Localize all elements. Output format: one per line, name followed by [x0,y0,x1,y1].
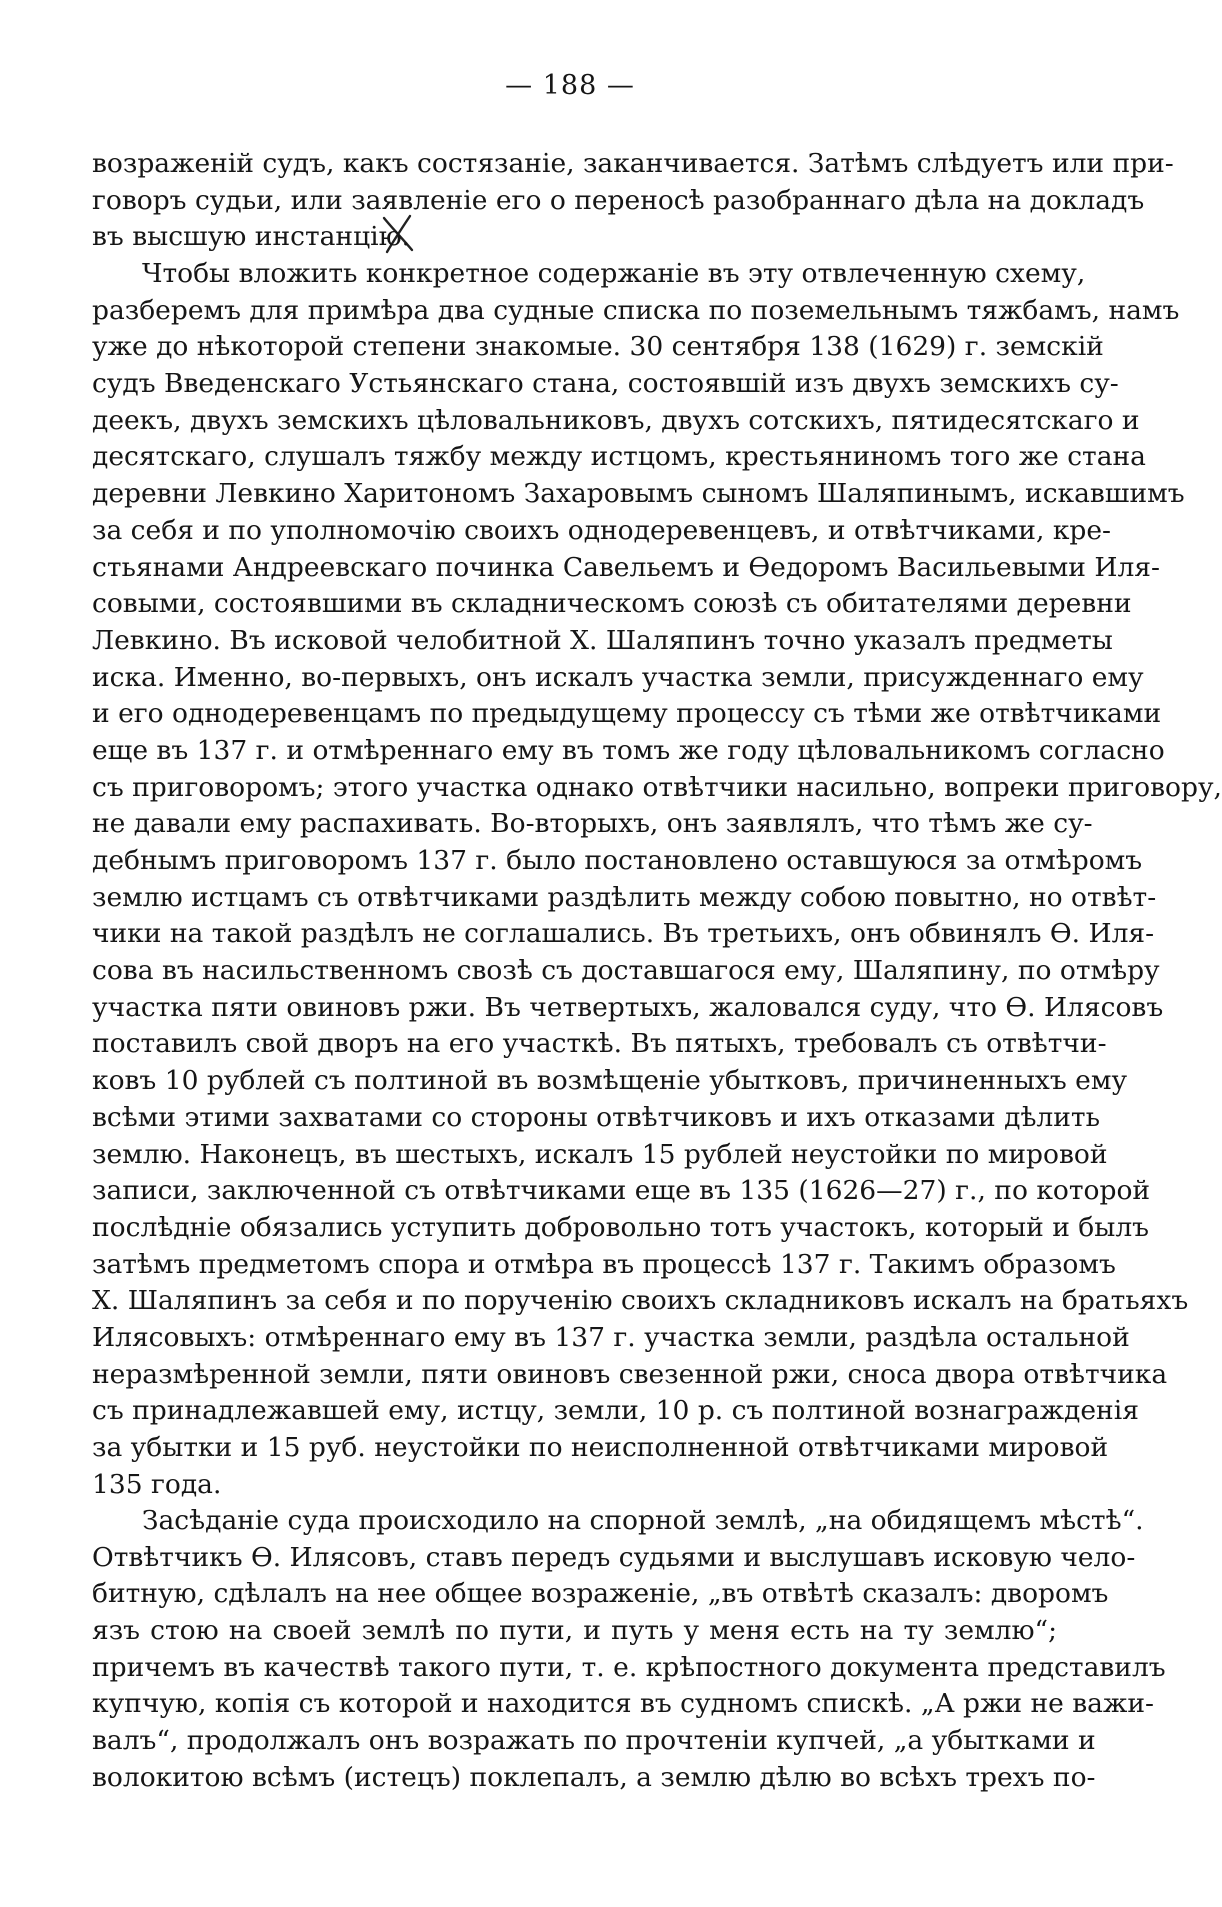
text-line: совыми, состоявшими въ складническомъ союзѣ съ обитателями деревни [92,588,1132,620]
text-line: 135 года. [92,1468,222,1500]
text-line: землю. Наконецъ, въ шестыхъ, искалъ 15 рублей неустойки по мировой [92,1138,1108,1170]
text-line: неразмѣренной земли, пяти овиновъ свезенной ржи, сноса двора отвѣтчика [92,1358,1168,1390]
text-line: стьянами Андреевскаго починка Савельемъ и Ѳедоромъ Васильевыми Иля- [92,551,1160,583]
text-line: затѣмъ предметомъ спора и отмѣра въ процессѣ 137 г. Такимъ образомъ [92,1248,1116,1280]
paragraph-continuation [92,146,1174,256]
text-line: иска. Именно, во-первыхъ, онъ искалъ участка земли, присужденнаго ему [92,661,1144,693]
text-line: землю истцамъ съ отвѣтчиками раздѣлить между собою повытно, но отвѣт- [92,881,1157,913]
text-line: сова въ насильственномъ свозѣ съ доставшагося ему, Шаляпину, по отмѣру [92,955,1160,987]
text-line: говоръ судьи, или заявленіе его о переносѣ разобраннаго дѣла на докладъ [92,184,1145,216]
text-line: еще въ 137 г. и отмѣреннаго ему въ томъ же году цѣловальникомъ согласно [92,734,1165,766]
text-line: участка пяти овиновъ ржи. Въ четвертыхъ, жаловался суду, что Ѳ. Илясовъ [92,991,1164,1023]
text-line: уже до нѣкоторой степени знакомые. 30 сентября 138 (1629) г. земскій [92,331,1104,363]
text-line: купчую, копія съ которой и находится въ судномъ спискѣ. „А ржи не важи- [92,1688,1154,1720]
text-line: записи, заключенной съ отвѣтчиками еще въ 135 (1626—27) г., по которой [92,1175,1151,1207]
text-line: деекъ, двухъ земскихъ цѣловальниковъ, двухъ сотскихъ, пятидесятскаго и [92,404,1140,436]
text-line: причемъ въ качествѣ такого пути, т. е. крѣпостного документа представилъ [92,1651,1166,1683]
text-line: чики на такой раздѣлъ не соглашались. Въ третьихъ, онъ обвинялъ Ѳ. Иля- [92,918,1155,950]
text-line: съ принадлежавшей ему, истцу, земли, 10 р. съ полтиной вознагражденія [92,1395,1139,1427]
text-line: возраженій судъ, какъ состязаніе, заканчивается. Затѣмъ слѣдуетъ или при- [92,148,1174,179]
text-line: послѣдніе обязались уступить добровольно тотъ участокъ, который и былъ [92,1211,1150,1243]
text-line: за себя и по уполномочію своихъ однодеревенцевъ, и отвѣтчиками, кре- [92,514,1111,546]
text-line: язъ стою на своей землѣ по пути, и путь у меня есть на ту землю“; [92,1615,1057,1647]
paragraph-court-session [92,1503,1166,1797]
text-line: не давали ему распахивать. Во-вторыхъ, онъ заявлялъ, что тѣмъ же су- [92,808,1093,840]
text-line: Илясовыхъ: отмѣреннаго ему въ 137 г. участка земли, раздѣла остальной [92,1321,1130,1353]
text-line: Чтобы вложить конкретное содержаніе въ эту отвлеченную схему, [142,258,1086,289]
paragraph-example-case [92,256,1222,1503]
text-line: дебнымъ приговоромъ 137 г. было постановлено оставшуюся за отмѣромъ [92,845,1143,876]
text-line: за убытки и 15 руб. неустойки по неисполненной отвѣтчиками мировой [92,1432,1109,1463]
page-number: — 188 — [505,70,635,101]
text-line: деревни Левкино Харитономъ Захаровымъ сыномъ Шаляпинымъ, искавшимъ [92,478,1185,510]
text-line: въ высшую инстанцію. [92,221,411,253]
text-line: и его однодеревенцамъ по предыдущему процессу съ тѣми же отвѣтчиками [92,698,1162,730]
text-line: съ приговоромъ; этого участка однако отвѣтчики насильно, вопреки приговору, [92,771,1222,803]
text-line: ковъ 10 рублей съ полтиной въ возмѣщеніе убытковъ, причиненныхъ ему [92,1065,1128,1097]
text-line: волокитою всѣмъ (истецъ) поклепалъ, а землю дѣлю во всѣхъ трехъ по- [92,1761,1096,1793]
text-line: судъ Введенскаго Устьянскаго стана, состоявшій изъ двухъ земскихъ су- [92,368,1119,400]
text-line: поставилъ свой дворъ на его участкѣ. Въ пятыхъ, требовалъ съ отвѣтчи- [92,1028,1107,1060]
text-line: Отвѣтчикъ Ѳ. Илясовъ, ставъ передъ судьями и выслушавъ исковую чело- [92,1541,1136,1573]
text-line: Левкино. Въ исковой челобитной Х. Шаляпинъ точно указалъ предметы [92,624,1113,656]
text-line: разберемъ для примѣра два судные списка по поземельнымъ тяжбамъ, намъ [92,294,1180,326]
text-line: десятскаго, слушалъ тяжбу между истцомъ, крестьяниномъ того же стана [92,441,1146,473]
text-line: валъ“, продолжалъ онъ возражать по прочтеніи купчей, „а убытками и [92,1725,1096,1757]
text-line: Засѣданіе суда происходило на спорной землѣ, „на обидящемъ мѣстѣ“. [142,1505,1144,1536]
text-line: всѣми этими захватами со стороны отвѣтчиковъ и ихъ отказами дѣлить [92,1101,1101,1133]
text-line: битную, сдѣлалъ на нее общее возраженіе, „въ отвѣтѣ сказалъ: дворомъ [92,1578,1109,1610]
text-line: Х. Шаляпинъ за себя и по порученію своихъ складниковъ искалъ на братьяхъ [92,1285,1189,1317]
